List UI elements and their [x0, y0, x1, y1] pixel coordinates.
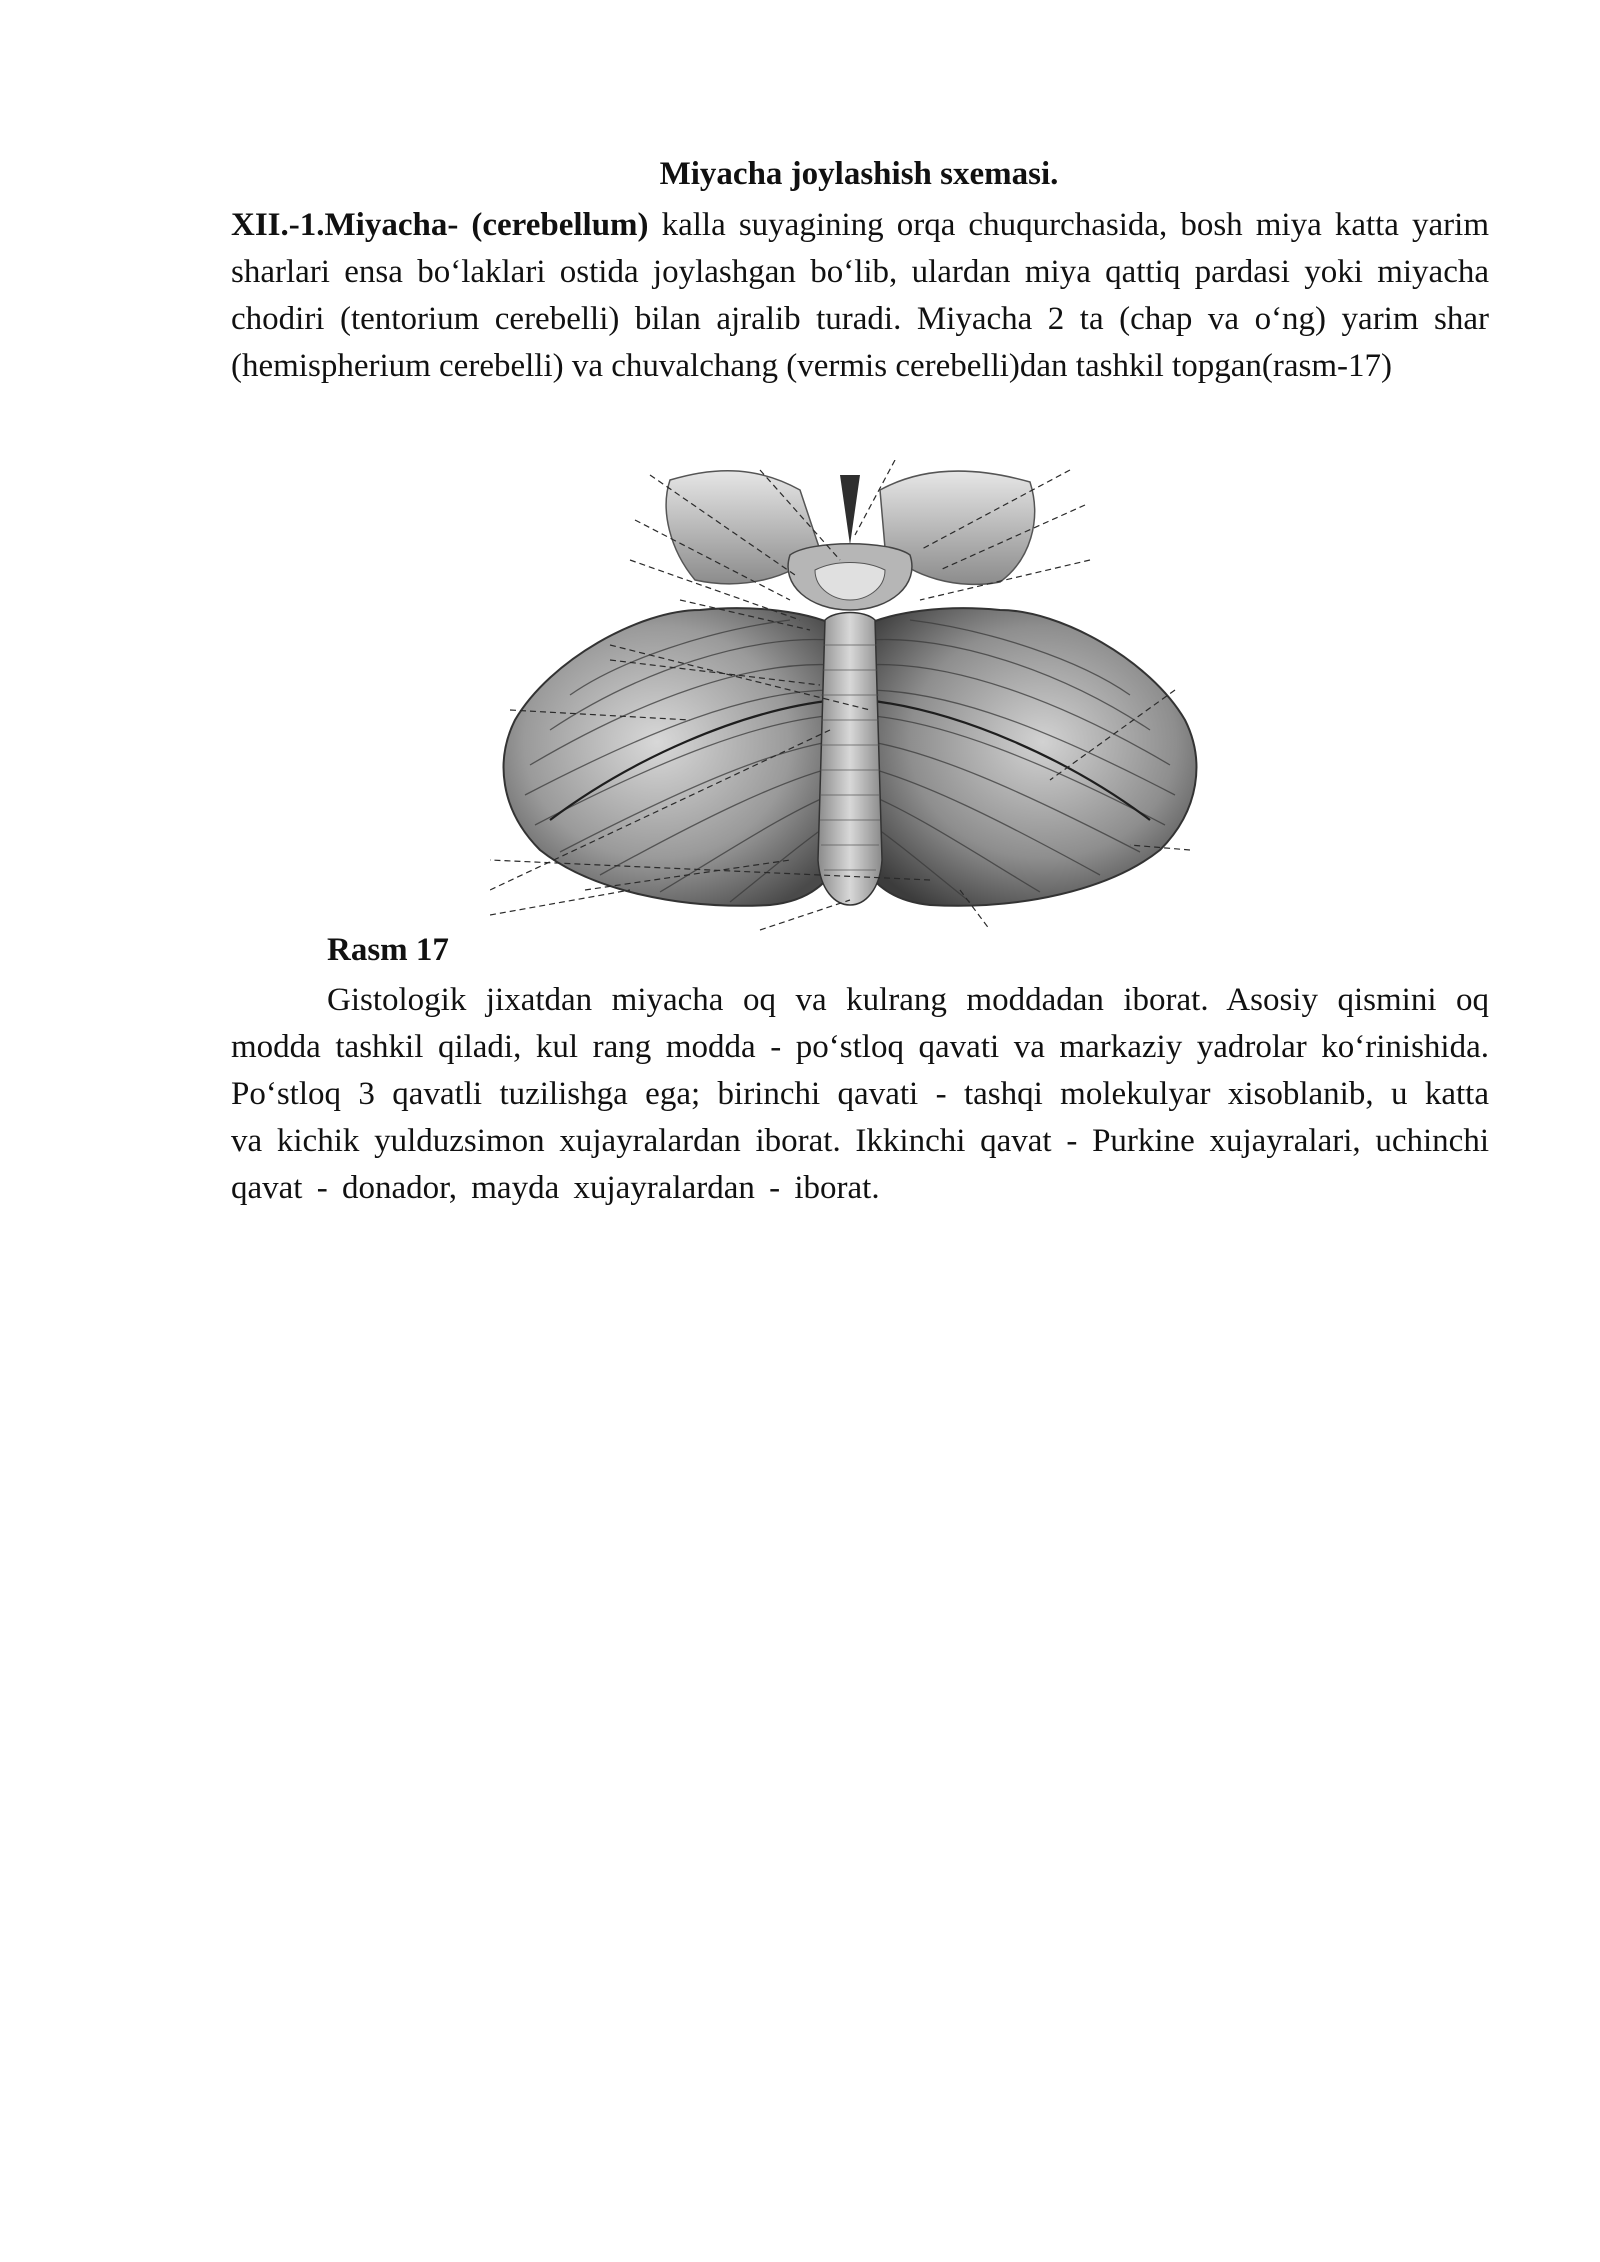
cerebellum-illustration-icon	[490, 460, 1260, 960]
histology-paragraph	[231, 977, 1489, 1212]
paragraph-body: kalla suyagining orqa chuqurchasida, bosh miya katta yarim sharlari ensa bo‘laklari ostida joylashgan bo‘lib, ulardan miya qattiq pardasi yoki miyacha chodiri (tentorium cerebelli) bilan ajralib turadi. Miyacha 2 ta (chap va o‘ng) yarim shar (hemispherium cerebelli) va chuvalchang (vermis cerebelli)dan tashkil topgan(rasm-17)	[231, 207, 1489, 384]
figure-caption: Rasm 17	[327, 932, 449, 968]
section-heading: Miyacha joylashish sxemasi.	[659, 156, 1059, 192]
paragraph-lead: XII.-1.Miyacha- (cerebellum)	[231, 207, 649, 243]
paragraph-body: Gistologik jixatdan miyacha oq va kulrang moddadan iborat. Asosiy qismini oq modda tashkil qiladi, kul rang modda - po‘stloq qavati va markaziy yadrolar ko‘rinishida. Po‘stloq 3 qavatli tuzilishga ega; birinchi qavati - tashqi molekulyar xisoblanib, u katta va kichik yulduzsimon xujayralardan iborat. Ikkinchi qavat - Purkine xujayralari, uchinchi qavat - donador, mayda xujayralardan - iborat.	[231, 982, 1489, 1206]
intro-paragraph	[231, 202, 1489, 390]
